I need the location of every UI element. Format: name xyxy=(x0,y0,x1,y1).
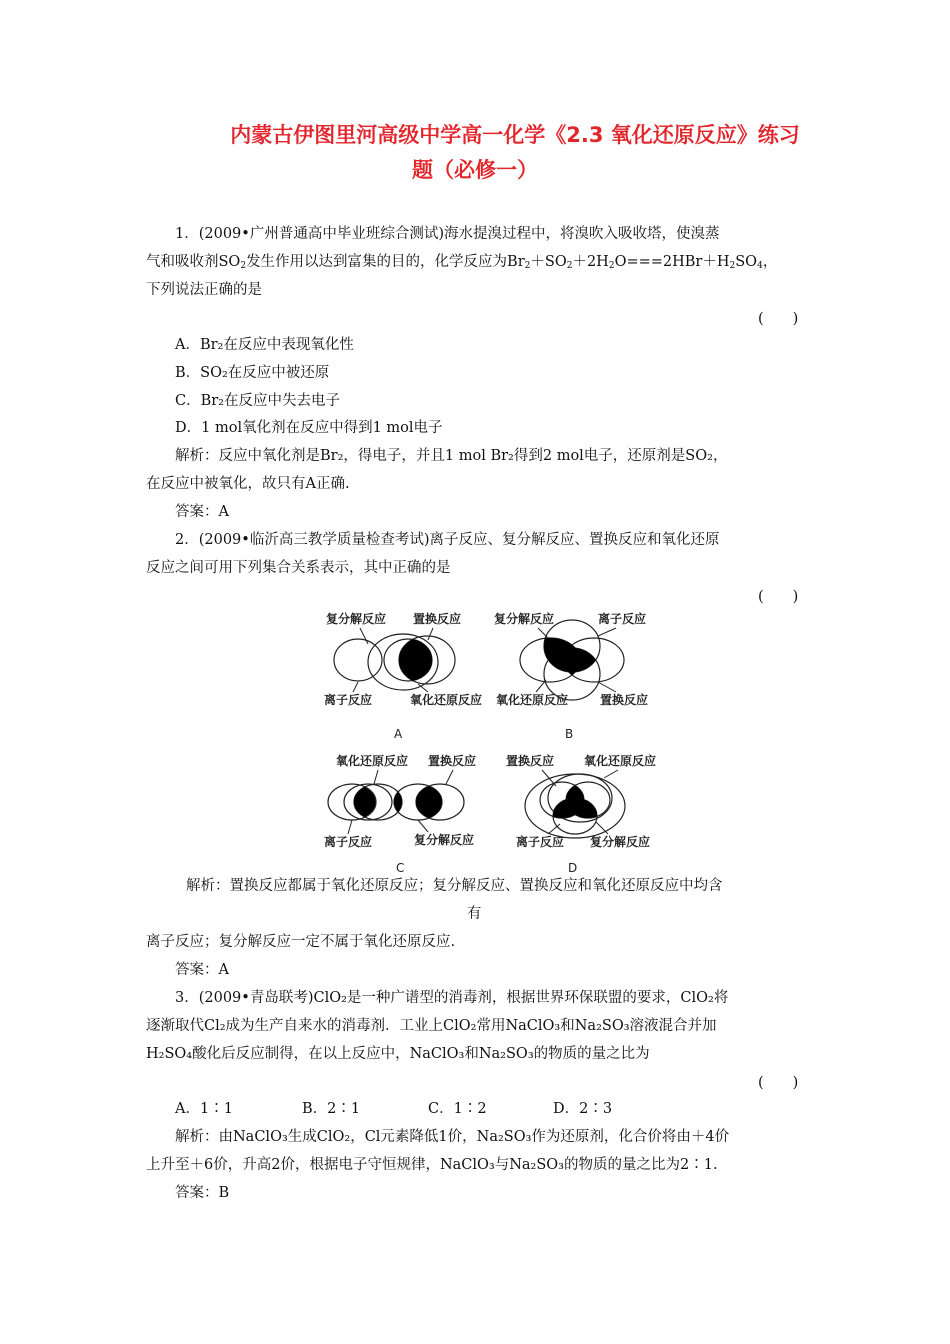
venn-diagram-b xyxy=(488,606,668,746)
venn-diagram-c xyxy=(318,748,498,878)
label-zhihuan: 置换反应 xyxy=(413,612,462,626)
q1-option-a: A．Br₂在反应中表现氧化性 xyxy=(175,337,354,353)
q1-stem-line2: 气和吸收剂$SO_2$发生作用以达到富集的目的，化学反应为$Br_2+SO_2+2H_2O===2HBr+H_2SO_4$， xyxy=(146,254,778,271)
label-yanghua: 氧化还原反应 xyxy=(496,693,569,707)
q1-analysis-line1: 解析：反应中氧化剂是Br₂，得电子，并且1 mol Br₂得到2 mol电子，还原剂是SO₂， xyxy=(175,448,728,464)
q3-analysis-line2: 上升至＋6价，升高2价，根据电子守恒规律，NaClO₃与Na₂SO₃的物质的量之比为2∶1. xyxy=(146,1157,718,1173)
q3-stem-line1: 3．(2009•青岛联考)ClO₂是一种广谱型的消毒剂，根据世界环保联盟的要求，ClO₂将 xyxy=(175,990,729,1006)
q3-stem-line3: H₂SO₄酸化后反应制得，在以上反应中，NaClO₃和Na₂SO₃的物质的量之比为 xyxy=(146,1046,650,1062)
q1-answer: 答案：A xyxy=(175,504,229,520)
q2-answer-paren: ( ) xyxy=(758,589,799,605)
label-lizi: 离子反应 xyxy=(324,835,373,849)
label-fenjie: 复分解反应 xyxy=(414,833,475,847)
venn-diagram-a xyxy=(318,606,498,746)
q2-stem-line1: 2．(2009•临沂高三教学质量检查考试)离子反应、复分解反应、置换反应和氧化还原 xyxy=(175,532,720,548)
label-fenjie: 复分解反应 xyxy=(326,612,387,626)
q3-option-a: A．1∶1 xyxy=(175,1101,233,1117)
q1-answer-paren: ( ) xyxy=(758,311,799,327)
q2-analysis-line2: 离子反应；复分解反应一定不属于氧化还原反应. xyxy=(146,934,456,950)
q1-stem-line1: 1．(2009•广州普通高中毕业班综合测试)海水提溴过程中，将溴吹入吸收塔，使溴蒸 xyxy=(175,226,720,242)
q2-analysis-line1b: 有 xyxy=(467,906,482,922)
q3-analysis-line1: 解析：由NaClO₃生成ClO₂，Cl元素降低1价，Na₂SO₃作为还原剂，化合价将由＋4价 xyxy=(175,1129,730,1145)
q1-stem-line3: 下列说法正确的是 xyxy=(146,282,262,298)
caption-a: A xyxy=(394,727,403,741)
q1-option-d: D．1 mol氧化剂在反应中得到1 mol电子 xyxy=(175,420,443,436)
q2-analysis-line1: 解析：置换反应都属于氧化还原反应；复分解反应、置换反应和氧化还原反应中均含 xyxy=(186,878,723,894)
q1-analysis-line2: 在反应中被氧化，故只有A正确. xyxy=(146,476,350,492)
q3-stem-line2: 逐渐取代Cl₂成为生产自来水的消毒剂．工业上ClO₂常用NaClO₃和Na₂SO₃溶液混合并加 xyxy=(146,1018,717,1034)
caption-b: B xyxy=(565,727,574,741)
q2-stem-line2: 反应之间可用下列集合关系表示，其中正确的是 xyxy=(146,560,451,576)
label-fenjie: 复分解反应 xyxy=(590,835,651,849)
label-yanghua: 氧化还原反应 xyxy=(584,754,657,768)
label-zhihuan: 置换反应 xyxy=(428,754,477,768)
doc-title-line2: 题（必修一） xyxy=(412,158,538,182)
q3-answer: 答案：B xyxy=(175,1185,230,1201)
q2-answer: 答案：A xyxy=(175,962,229,978)
caption-d: D xyxy=(568,861,578,875)
label-zhihuan: 置换反应 xyxy=(600,693,649,707)
label-zhihuan: 置换反应 xyxy=(506,754,555,768)
q3-answer-paren: ( ) xyxy=(758,1075,799,1091)
label-lizi: 离子反应 xyxy=(516,835,565,849)
label-yanghua: 氧化还原反应 xyxy=(410,693,483,707)
q1-option-b: B．SO₂在反应中被还原 xyxy=(175,365,330,381)
label-lizi: 离子反应 xyxy=(324,693,373,707)
label-lizi: 离子反应 xyxy=(598,612,647,626)
venn-diagram-d xyxy=(500,748,675,878)
q3-option-c: C．1∶2 xyxy=(428,1101,487,1117)
q3-option-d: D．2∶3 xyxy=(553,1101,613,1117)
q1-option-c: C．Br₂在反应中失去电子 xyxy=(175,393,340,409)
doc-title-line1: 内蒙古伊图里河高级中学高一化学《2.3 氧化还原反应》练习 xyxy=(230,123,800,147)
label-fenjie: 复分解反应 xyxy=(494,612,555,626)
label-yanghua: 氧化还原反应 xyxy=(336,754,409,768)
caption-c: C xyxy=(396,861,405,875)
q3-option-b: B．2∶1 xyxy=(302,1101,361,1117)
